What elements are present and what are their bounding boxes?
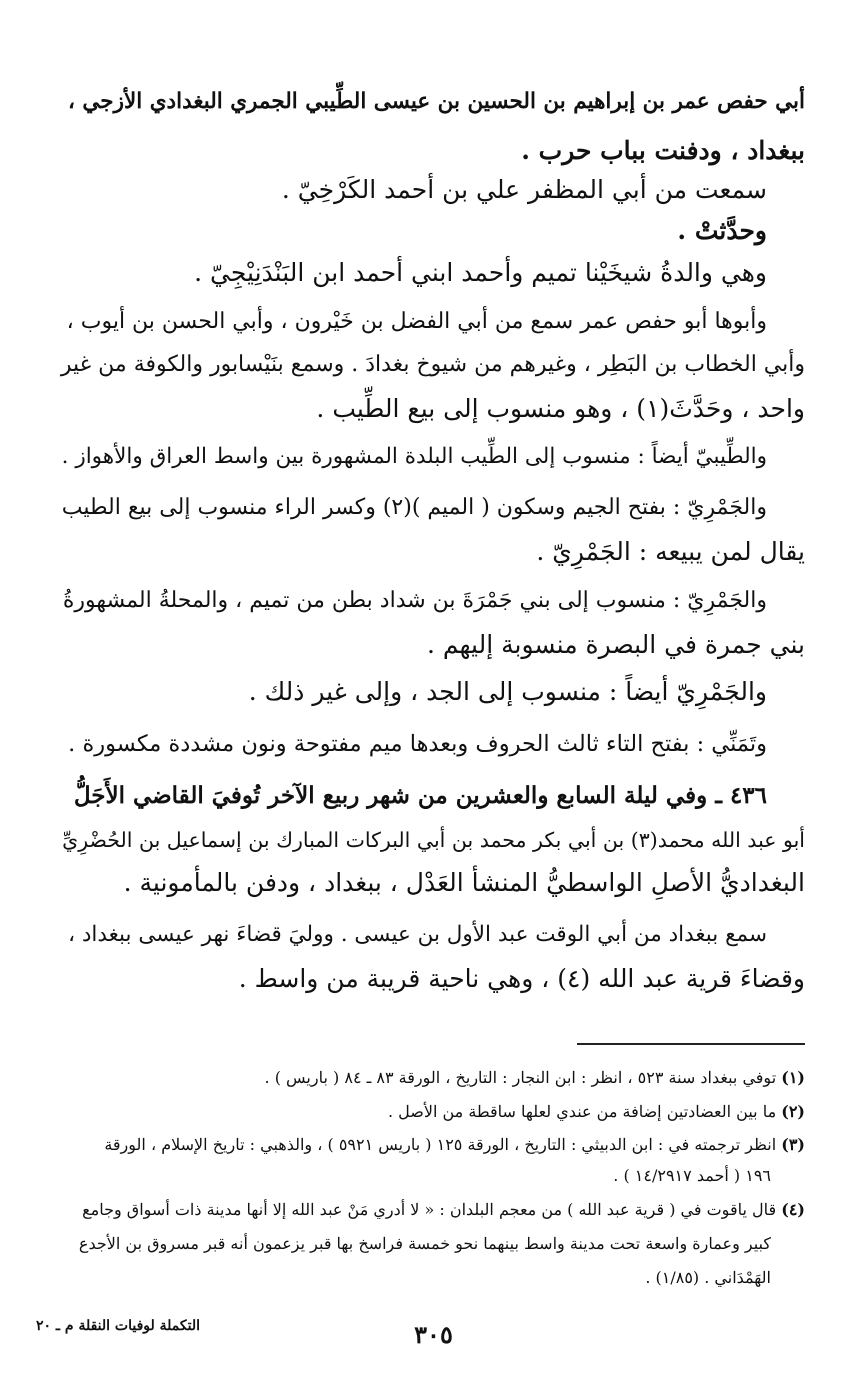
footnote-3-cont: ١٩٦ ( أحمد ١٤/٢٩١٧ ) .: [613, 1166, 771, 1185]
footnote-4-cont-1: كبير وعمارة واسعة تحت مدينة واسط بينهما نحو خمسة فراسخ بها قبر يزعمون أنه قبر مسروق بن الأجدع: [78, 1234, 771, 1253]
body-line-5: وهي والدةُ شيخَيْنا تميم وأحمد ابني أحمد ابن البَنْدَنِيْجِيّ .: [194, 258, 767, 287]
footnote-1: [50, 1066, 805, 1090]
footnote-1-line-1: توفي ببغداد سنة ٥٢٣ ، انظر : ابن النجار : التاريخ ، الورقة ٨٣ ـ ٨٤ ( باريس ) .: [264, 1068, 777, 1087]
body-line-17: أبو عبد الله محمد(٣) بن أبي بكر محمد بن أبي البركات المبارك بن إسماعيل بن الحُضْرِيِّ: [62, 828, 805, 852]
body-line-4: وحدَّثتْ .: [677, 216, 767, 245]
page-number: ٣٠٥: [414, 1320, 453, 1349]
footnote-2: [50, 1100, 805, 1124]
body-line-19: سمع ببغداد من أبي الوقت عبد الأول بن عيسى . ووليَ قضاءَ نهر عيسى ببغداد ،: [68, 922, 767, 947]
body-line-3: سمعت من أبي المظفر علي بن أحمد الكَرْخِيّ .: [281, 175, 767, 204]
body-line-20: وقضاءَ قرية عبد الله (٤) ، وهي ناحية قريبة من واسط .: [238, 964, 805, 993]
footnote-2-number: (٢): [781, 1102, 805, 1121]
body-line-10: والجَمْرِيّ : بفتح الجيم وسكون ( الميم )(٢) وكسر الراء منسوب إلى بيع الطيب: [61, 495, 767, 520]
footnote-2-line-1: ما بين العضادتين إضافة من عندي لعلها ساقطة من الأصل .: [387, 1102, 777, 1121]
body-line-18: البغداديُّ الأصلِ الواسطيُّ المنشأ العَدْل ، ببغداد ، ودفن بالمأمونية .: [123, 868, 805, 897]
footnote-3: [50, 1133, 805, 1157]
body-line-8: واحد ، وحَدَّثَ(١) ، وهو منسوب إلى بيع الطِّيب .: [316, 394, 805, 423]
body-line-2: ببغداد ، ودفنت بباب حرب .: [521, 136, 805, 165]
footnote-3-number: (٣): [781, 1135, 805, 1154]
footnote-4: [50, 1198, 805, 1222]
footnote-3-line-1: انظر ترجمته في : ابن الدبيثي : التاريخ ، الورقة ١٢٥ ( باريس ٥٩٢١ ) ، والذهبي : تاريخ الإسلام ، الورقة: [104, 1135, 777, 1154]
footnote-4-cont-2: الهَمْدَاني . (١/٨٥) .: [645, 1268, 771, 1287]
body-line-9: والطِّيبيّ أيضاً : منسوب إلى الطِّيب البلدة المشهورة بين واسط العراق والأهواز .: [61, 444, 767, 469]
body-line-14: والجَمْرِيّ أيضاً : منسوب إلى الجد ، وإلى غير ذلك .: [248, 677, 767, 706]
body-line-13: بني جمرة في البصرة منسوبة إليهم .: [426, 630, 805, 659]
footnote-1-text: (١): [781, 1068, 805, 1087]
footnote-4-number: (٤): [781, 1200, 805, 1219]
entry-436-heading: ٤٣٦ ـ وفي ليلة السابع والعشرين من شهر ربيع الآخر تُوفيَ القاضي الأَجَلُّ: [73, 782, 767, 809]
body-line-6: وأبوها أبو حفص عمر سمع من أبي الفضل بن خَيْرون ، وأبي الحسن بن أيوب ،: [66, 309, 767, 334]
body-line-12: والجَمْرِيّ : منسوب إلى بني جَمْرَةَ بن شداد بطن من تميم ، والمحلةُ المشهورةُ: [62, 588, 767, 613]
footnote-4-line-1: قال ياقوت في ( قرية عبد الله ) من معجم البلدان : « لا أدري مَنْ عبد الله إلا أنها مدينة ذات أسواق وجامع: [82, 1200, 777, 1219]
footnote-separator: [577, 1043, 805, 1045]
body-line-15: وتَمَنِّي : بفتح التاء ثالث الحروف وبعدها ميم مفتوحة ونون مشددة مكسورة .: [68, 731, 767, 757]
body-line-7: وأبي الخطاب بن البَطِر ، وغيرهم من شيوخ بغدادَ . وسمع بنَيْسابور والكوفة من غير: [60, 352, 805, 377]
footer-book-title: التكملة لوفيات النقلة م ـ ٢٠: [36, 1318, 200, 1334]
body-line-1: أبي حفص عمر بن إبراهيم بن الحسين بن عيسى الطِّيبي الجمري البغدادي الأزجي ،: [67, 89, 805, 114]
body-line-11: يقال لمن يبيعه : الجَمْرِيّ .: [536, 537, 805, 566]
